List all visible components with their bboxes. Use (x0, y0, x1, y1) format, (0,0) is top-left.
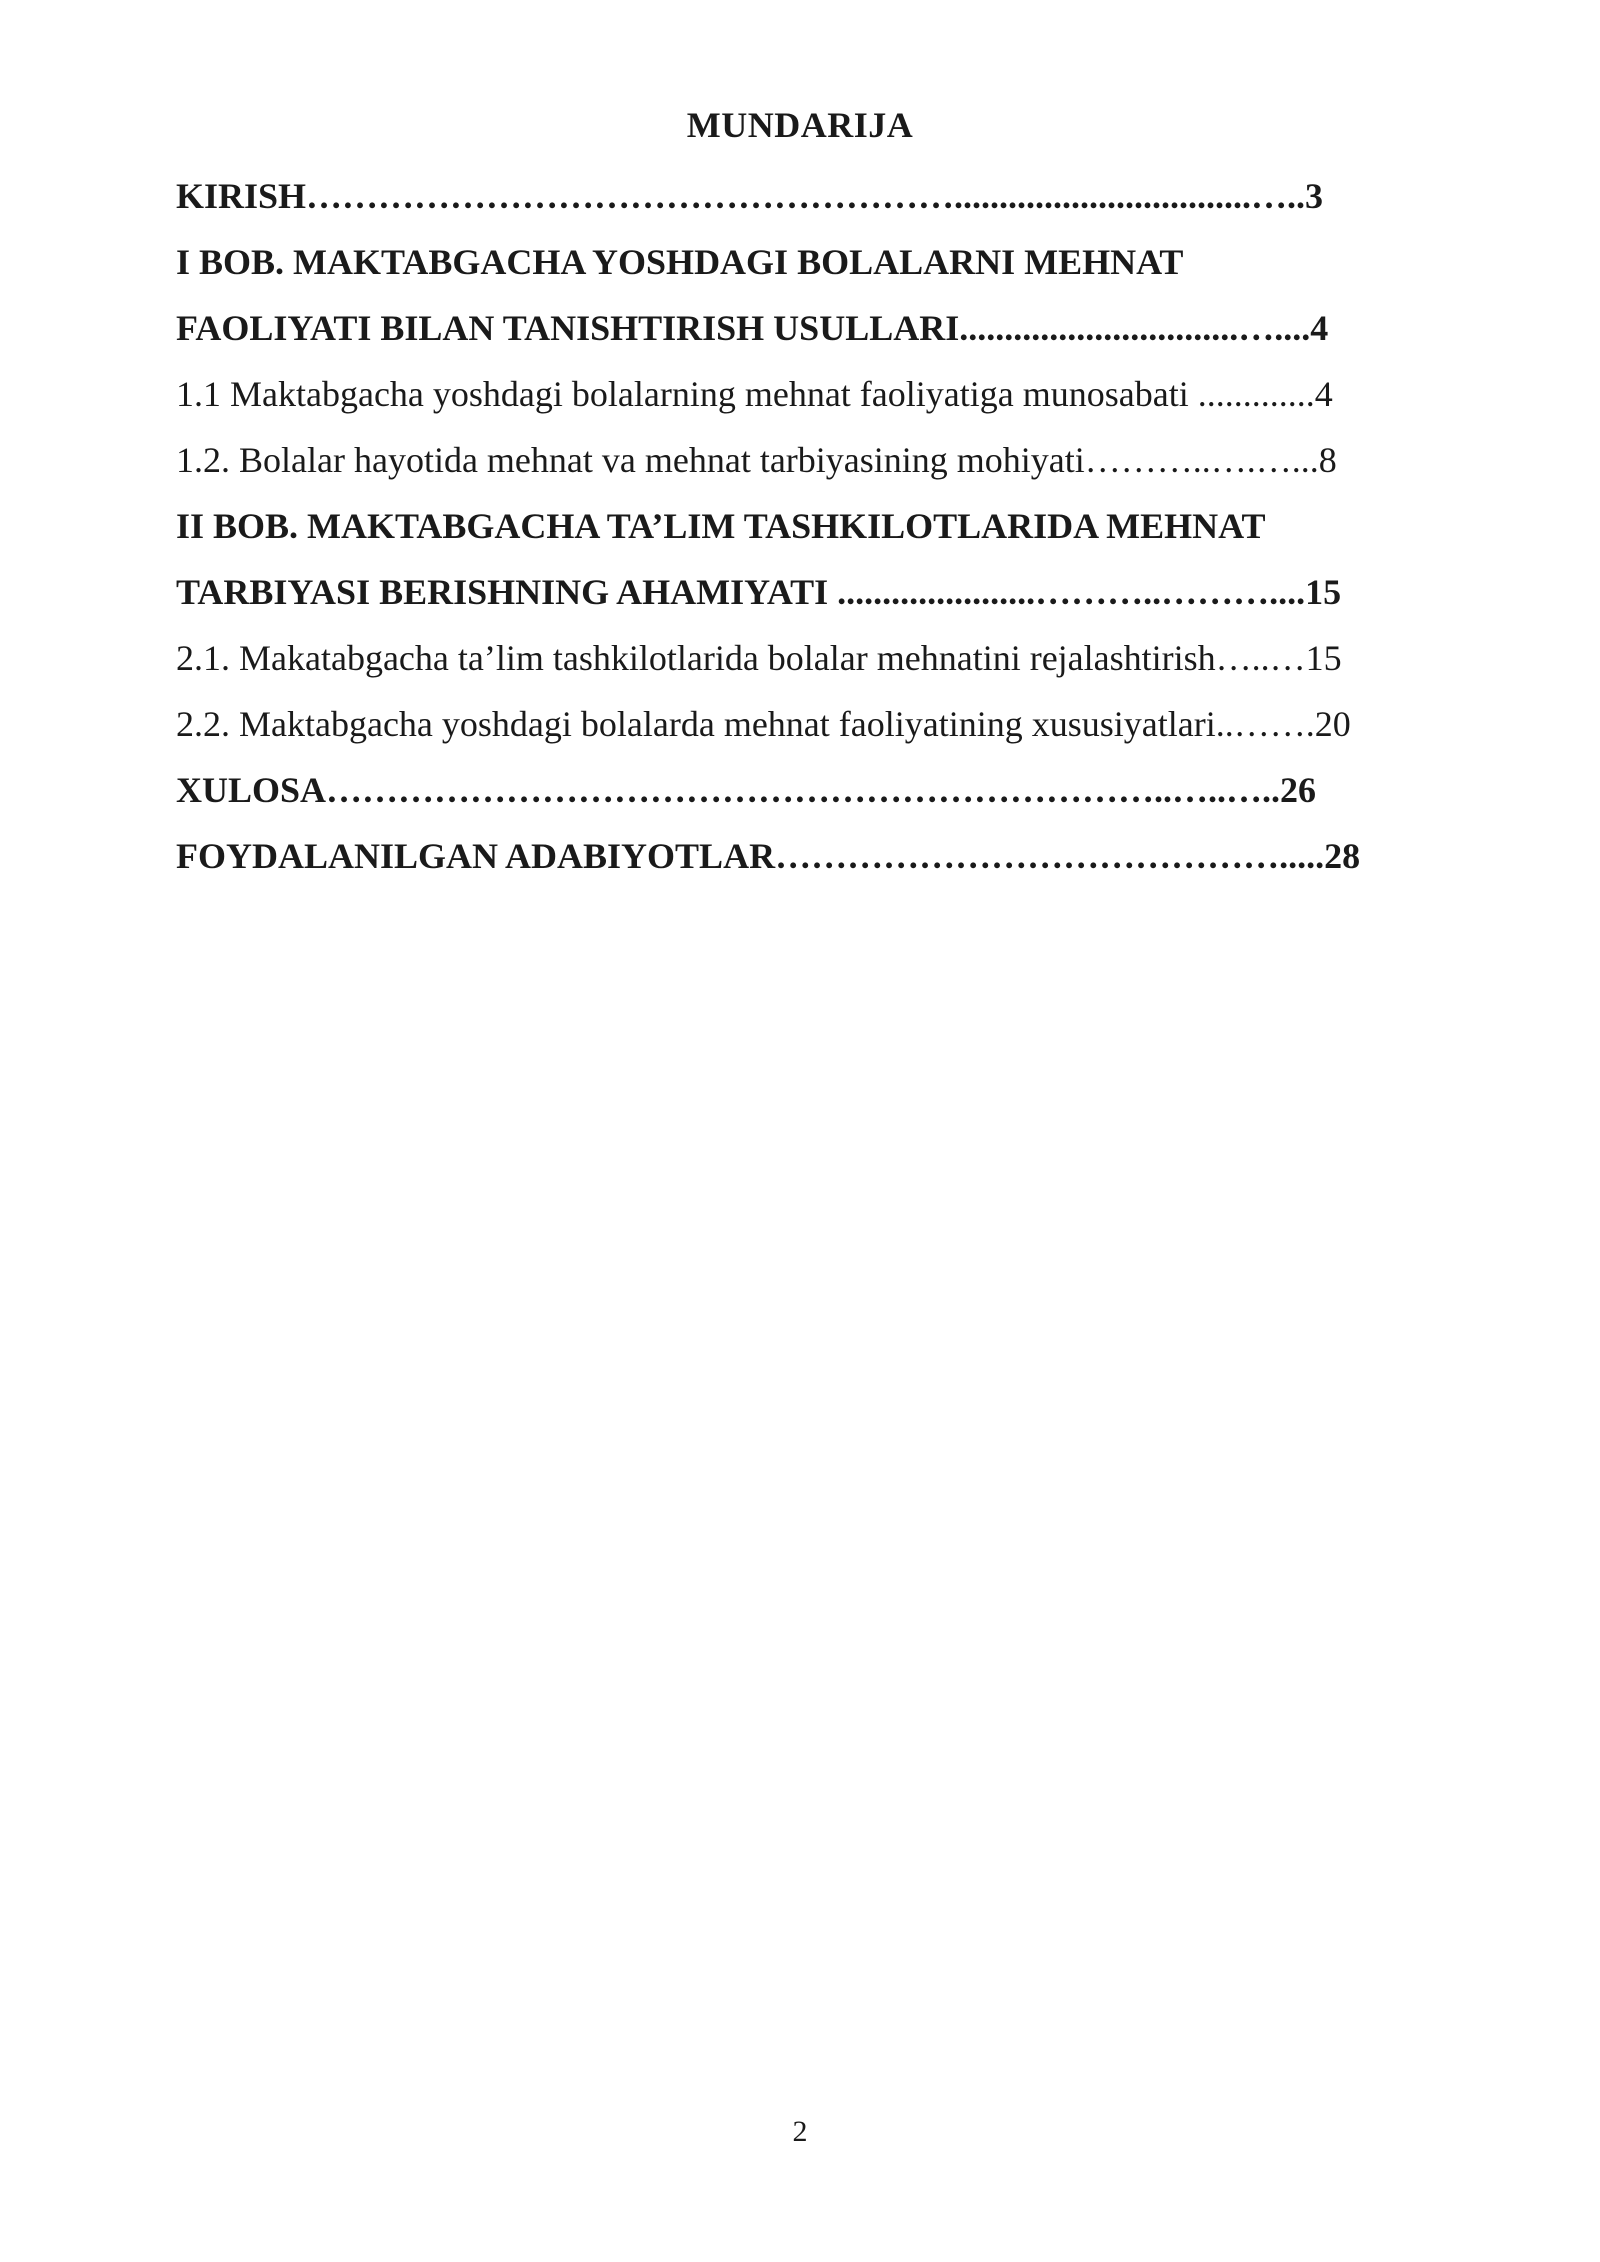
toc-entry-chapter-1-line-2: FAOLIYATI BILAN TANISHTIRISH USULLARI...............................…....4 (176, 308, 1329, 348)
toc-entry-xulosa: XULOSA……………………………………………………………..…..…..26 (176, 770, 1317, 810)
toc-title: MUNDARIJA (686, 105, 914, 145)
toc-entry-section-1-2: 1.2. Bolalar hayotida mehnat va mehnat tarbiyasining mohiyati………..….…...8 (176, 440, 1337, 480)
toc-entry-chapter-2-line-2: TARBIYASI BERISHNING AHAMIYATI ......................………..………....15 (176, 572, 1342, 612)
toc-entry-section-2-1: 2.1. Makatabgacha ta’lim tashkilotlarida bolalar mehnatini rejalashtirish…..…15 (176, 638, 1342, 678)
toc-entry-chapter-2-line-1: II BOB. MAKTABGACHA TA’LIM TASHKILOTLARIDA MEHNAT (176, 506, 1266, 546)
toc-entry-section-2-2: 2.2. Maktabgacha yoshdagi bolalarda mehnat faoliyatining xususiyatlari..…….20 (176, 704, 1351, 744)
toc-entry-adabiyotlar: FOYDALANILGAN ADABIYOTLAR…………………………………….....28 (176, 836, 1361, 876)
toc-entry-chapter-1-line-1: I BOB. MAKTABGACHA YOSHDAGI BOLALARNI MEHNAT (176, 242, 1184, 282)
table-of-contents (176, 163, 1426, 889)
page-number: 2 (792, 2115, 808, 2148)
toc-entry-section-1-1: 1.1 Maktabgacha yoshdagi bolalarning mehnat faoliyatiga munosabati .............4 (176, 374, 1333, 414)
toc-entry-kirish: KIRISH……………………………………………….................................…..3 (176, 176, 1324, 216)
